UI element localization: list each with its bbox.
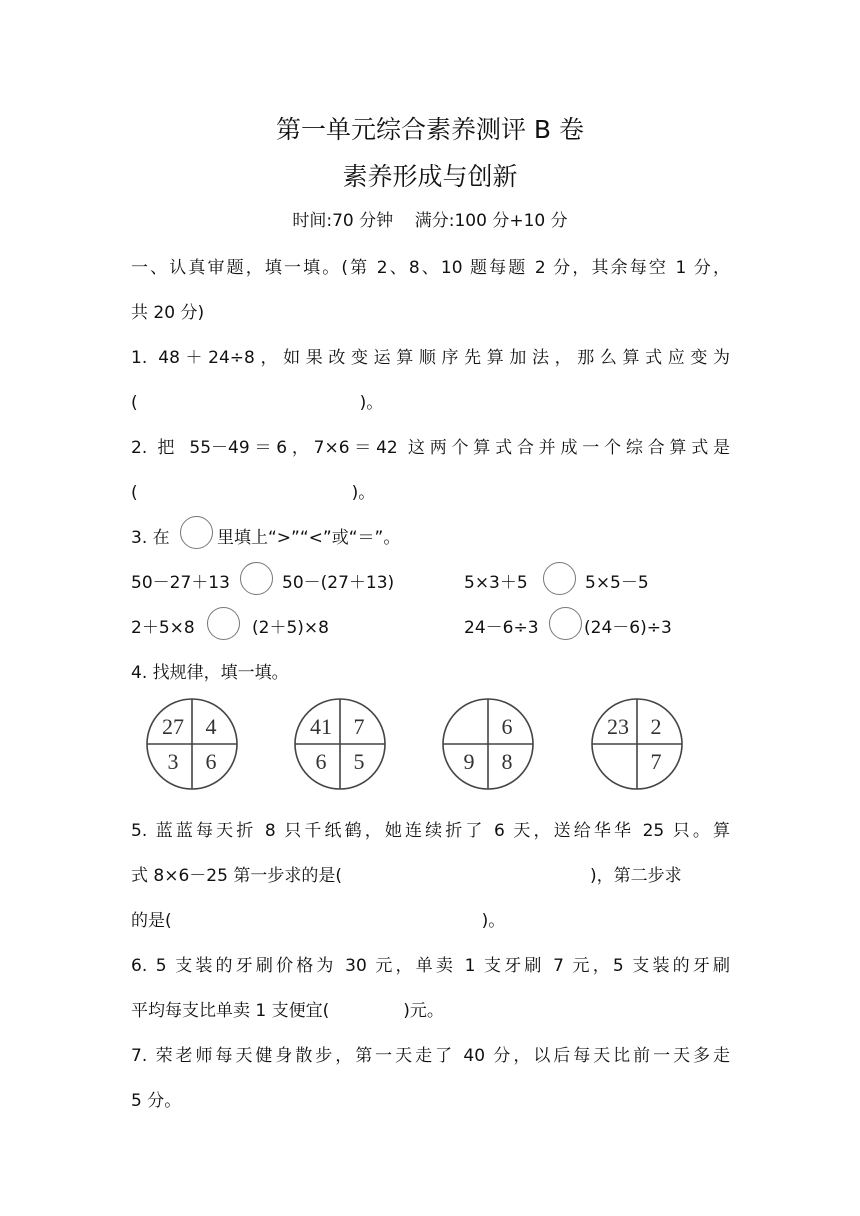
close-paren: )。 bbox=[359, 393, 384, 413]
section-heading-line1: 一、认真审题，填一填。(第 2、8、10 题每题 2 分，其余每空 1 分， bbox=[131, 258, 730, 278]
circle-value: 4 bbox=[205, 714, 217, 739]
question-2-answer-line bbox=[131, 478, 375, 503]
question-5-line1: 5. 蓝蓝每天折 8 只千纸鹤，她连续折了 6 天，送给华华 25 只。算 bbox=[131, 821, 730, 841]
compare-right-4: (24－6)÷3 bbox=[584, 618, 672, 638]
question-3-prefix: 3. 在 bbox=[131, 528, 170, 548]
open-paren: ( bbox=[131, 483, 138, 503]
exam-meta: 时间:70 分钟 满分:100 分+10 分 bbox=[292, 211, 568, 231]
circle-value: 6 bbox=[205, 749, 217, 774]
pattern-circle-4 bbox=[592, 699, 682, 789]
compare-right-2: 5×5－5 bbox=[585, 573, 649, 593]
question-7-line1: 7. 荣老师每天健身散步，第一天走了 40 分，以后每天比前一天多走 bbox=[131, 1046, 730, 1066]
compare-left-3: 2＋5×8 bbox=[131, 618, 195, 638]
circle-value: 41 bbox=[310, 714, 332, 739]
q5-text-d: )。 bbox=[481, 911, 506, 931]
question-1-answer-line bbox=[131, 388, 383, 413]
question-4-text: 4. 找规律，填一填。 bbox=[131, 663, 289, 683]
circle-value: 2 bbox=[650, 714, 662, 739]
circle-value: 7 bbox=[650, 749, 662, 774]
circle-value: 23 bbox=[607, 714, 629, 739]
pattern-circle-3 bbox=[443, 699, 533, 789]
close-paren: )。 bbox=[351, 483, 376, 503]
compare-circle-example bbox=[180, 516, 213, 549]
compare-left-1: 50－27＋13 bbox=[131, 573, 230, 593]
q5-text-b: )，第二步求 bbox=[589, 866, 682, 886]
question-6-line2 bbox=[131, 996, 444, 1021]
compare-left-4: 24－6÷3 bbox=[464, 618, 539, 638]
circle-value: 27 bbox=[162, 714, 184, 739]
section-heading-line2: 共 20 分) bbox=[131, 303, 205, 323]
compare-left-2: 5×3＋5 bbox=[464, 573, 528, 593]
page-subtitle: 素养形成与创新 bbox=[342, 162, 518, 191]
question-6-line1: 6. 5 支装的牙刷价格为 30 元，单卖 1 支牙刷 7 元，5 支装的牙刷 bbox=[131, 956, 730, 976]
question-7-line2: 5 分。 bbox=[131, 1091, 182, 1111]
circle-value: 8 bbox=[501, 749, 513, 774]
q5-text-c: 的是( bbox=[131, 911, 172, 931]
pattern-circle-2 bbox=[295, 699, 385, 789]
pattern-circle-1 bbox=[147, 699, 237, 789]
circle-value: 6 bbox=[315, 749, 327, 774]
circle-value: 6 bbox=[501, 714, 513, 739]
circle-value: 9 bbox=[463, 749, 475, 774]
compare-circle-1[interactable] bbox=[240, 562, 273, 595]
pattern-circles bbox=[140, 697, 700, 797]
open-paren: ( bbox=[131, 393, 138, 413]
question-3-suffix: 里填上“>”“<”或“＝”。 bbox=[217, 528, 401, 548]
compare-circle-2[interactable] bbox=[543, 562, 576, 595]
circle-value: 7 bbox=[353, 714, 365, 739]
question-5-line3 bbox=[131, 906, 505, 931]
q6-text-b: )元。 bbox=[403, 1001, 444, 1021]
question-1-text: 1. 48＋24÷8，如果改变运算顺序先算加法，那么算式应变为 bbox=[131, 348, 730, 368]
q6-text-a: 平均每支比单卖 1 支便宜( bbox=[131, 1001, 330, 1021]
compare-right-1: 50－(27＋13) bbox=[282, 573, 395, 593]
compare-circle-3[interactable] bbox=[207, 607, 240, 640]
question-2-text: 2. 把 55－49＝6，7×6＝42 这两个算式合并成一个综合算式是 bbox=[131, 438, 730, 458]
question-5-line2 bbox=[131, 861, 682, 886]
compare-circle-4[interactable] bbox=[549, 607, 582, 640]
page-title: 第一单元综合素养测评 B 卷 bbox=[275, 115, 585, 144]
circle-value: 3 bbox=[167, 749, 179, 774]
compare-right-3: (2＋5)×8 bbox=[252, 618, 329, 638]
q5-text-a: 式 8×6－25 第一步求的是( bbox=[131, 866, 342, 886]
circle-value: 5 bbox=[353, 749, 365, 774]
